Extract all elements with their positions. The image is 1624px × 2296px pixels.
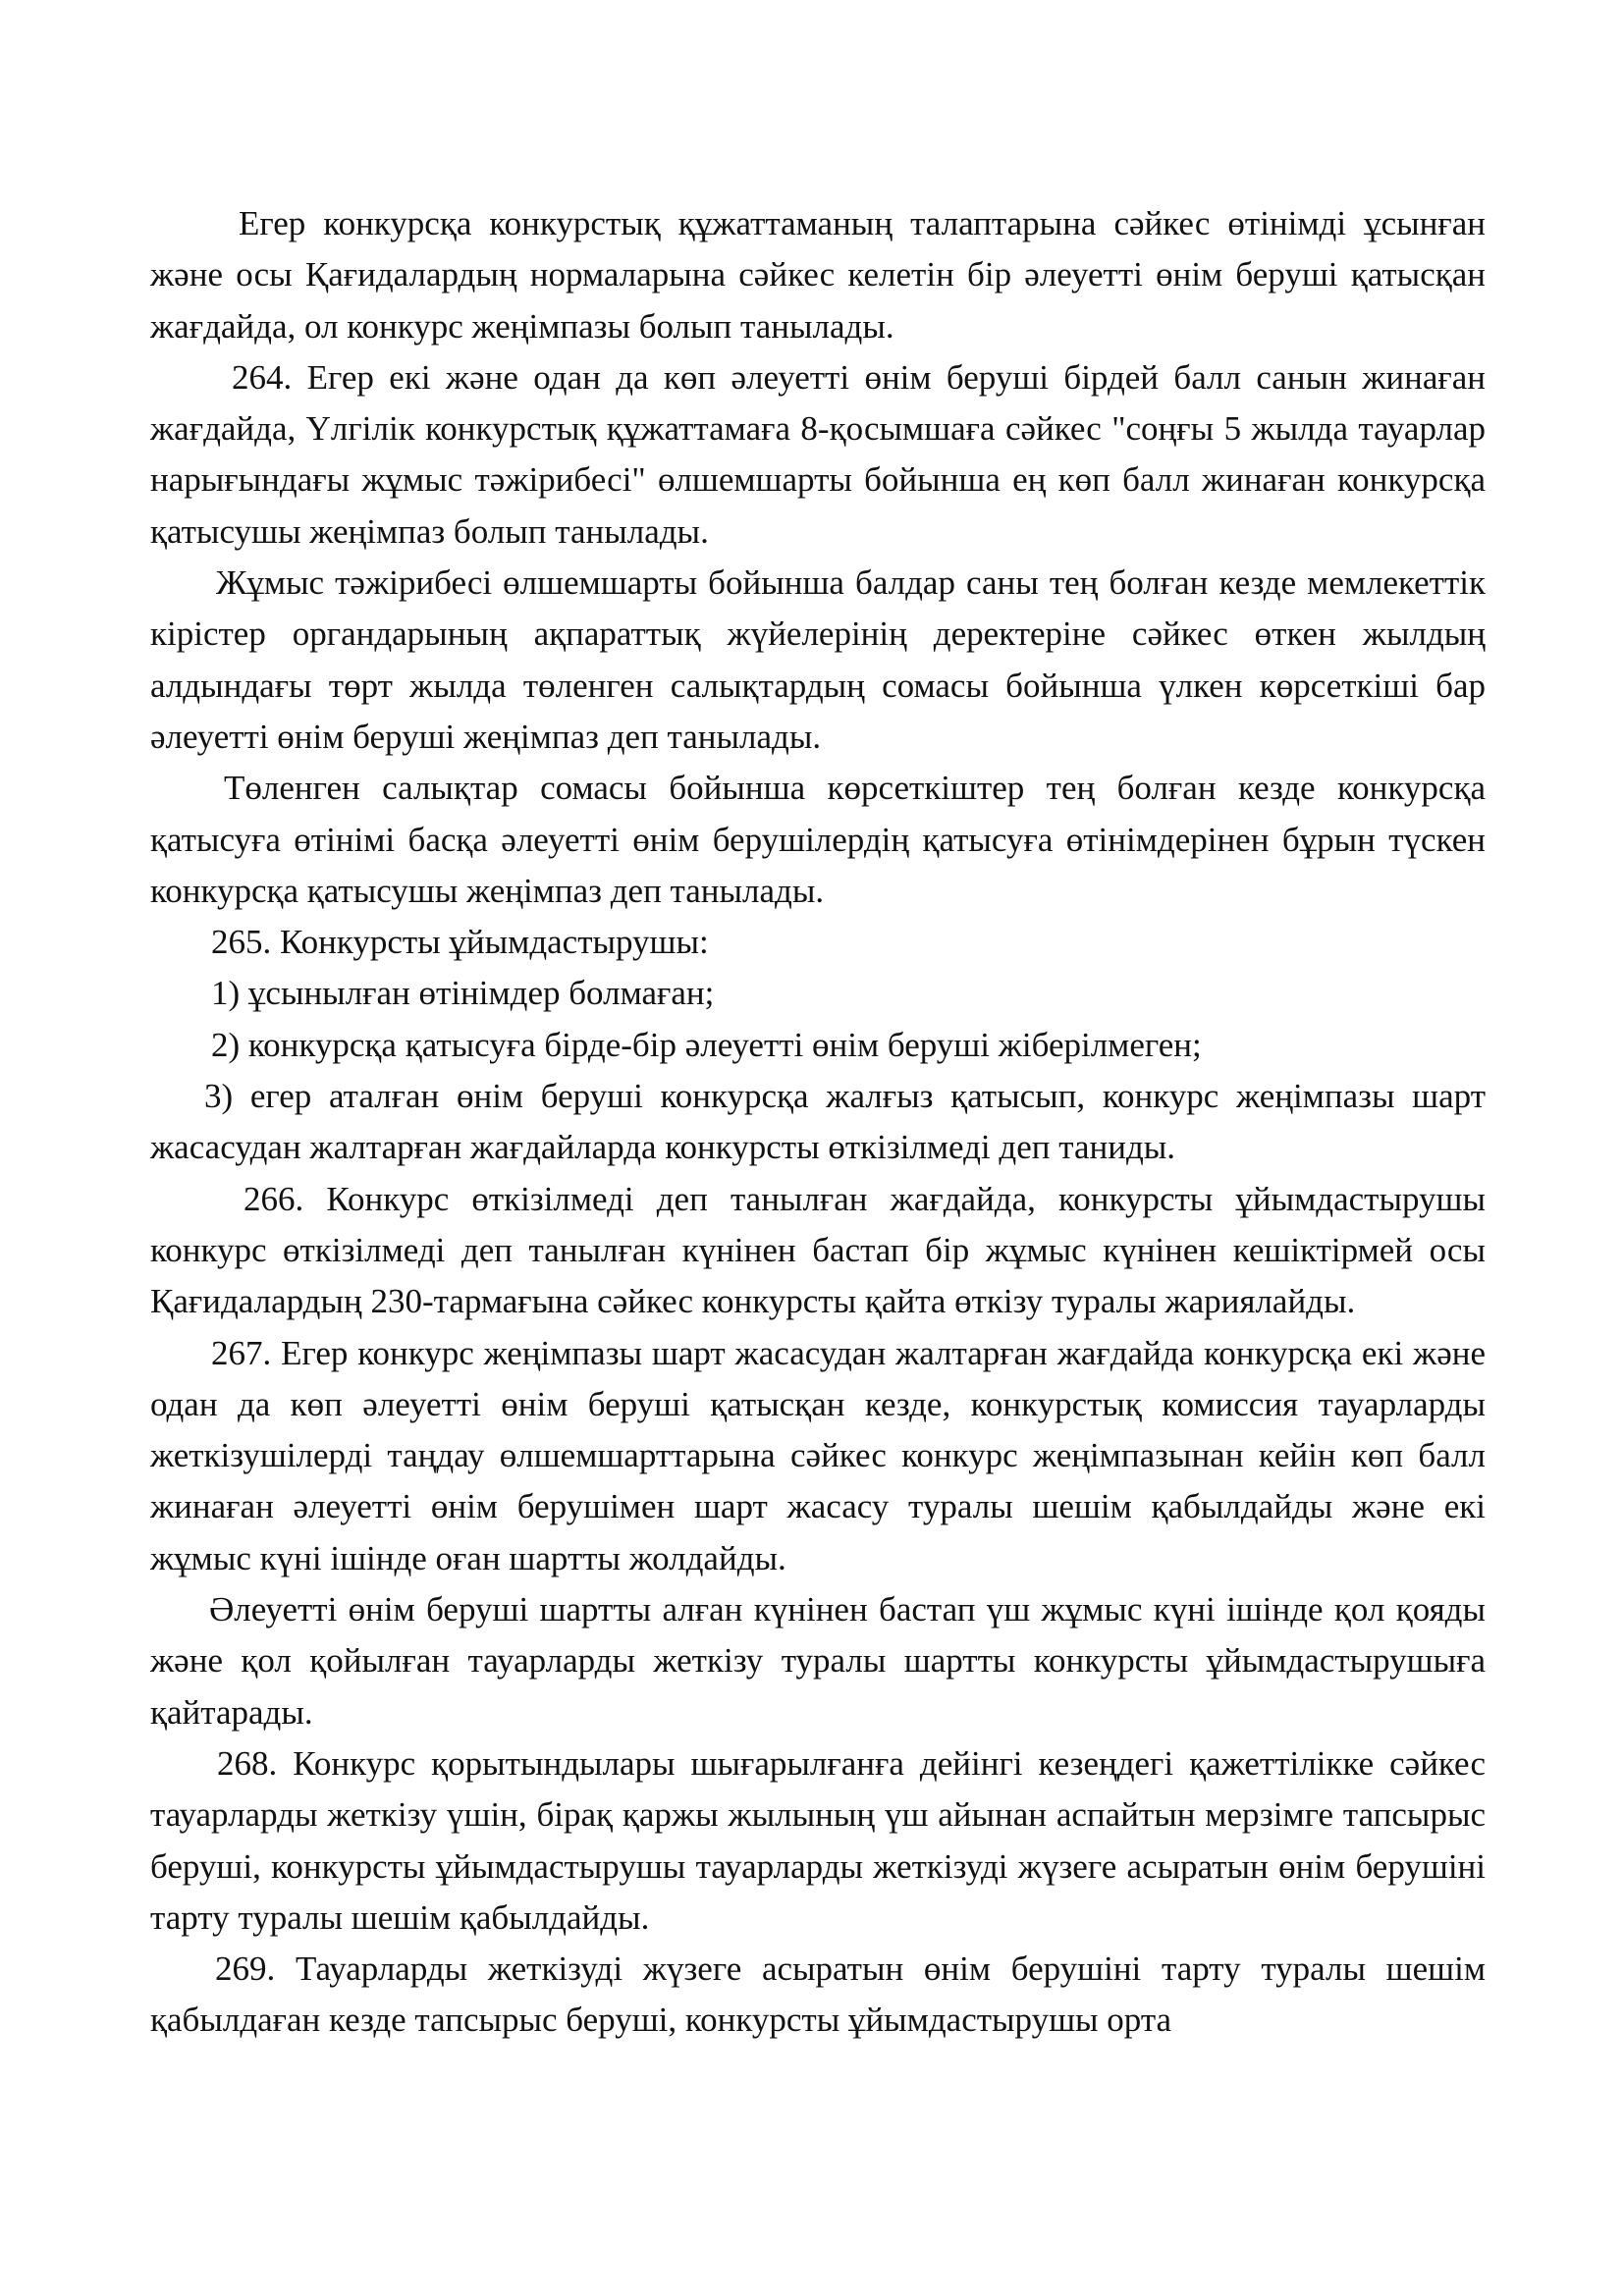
paragraph-268: 268. Конкурс қорытындылары шығарылғанға дейінгі кезеңдегі қажеттілікке сәйкес тауарларды жеткізу үшін, бірақ қаржы жылының үш айынан аспайтын мерзімге тапсырыс беруші, конкурсты ұйымдастырушы тауарларды жеткізуді жүзеге асыратын өнім берушіні тарту туралы шешім қабылдайды. [150,1743,1486,1937]
paragraph-taxes-tie: Төленген салықтар сомасы бойынша көрсеткіштер тең болған кезде конкурсқа қатысуға өтінімі басқа әлеуетті өнім берушілердің қатысуға өтінімдерінен бұрын түскен конкурсқа қатысушы жеңімпаз деп танылады. [150,769,1486,910]
list-item-265-3: 3) егер аталған өнім беруші конкурсқа жалғыз қатысып, конкурс жеңімпазы шарт жасасудан жалтарған жағдайларда конкурсты өткізілмеді деп таниды. [150,1077,1486,1167]
paragraph-267: 267. Егер конкурс жеңімпазы шарт жасасудан жалтарған жағдайда конкурсқа екі және одан да көп әлеуетті өнім беруші қатысқан кезде, конкурстық комиссия тауарларды жеткізушілерді таңдау өлшемшарттарына сәйкес конкурс жеңімпазынан кейін көп балл жинаған әлеуетті өнім берушімен шарт жасасу туралы шешім қабылдайды және екі жұмыс күні ішінде оған шартты жолдайды. [150,1333,1486,1577]
paragraph-contract-return: Әлеуетті өнім беруші шартты алған күнінен бастап үш жұмыс күні ішінде қол қояды және қол қойылған тауарларды жеткізу туралы шартты конкурсты ұйымдастырушыға қайтарады. [150,1590,1486,1732]
list-item-265-2: 2) конкурсқа қатысуға бірде-бір әлеуетті өнім беруші жіберілмеген; [211,1025,1202,1064]
document-body [150,198,1486,2047]
paragraph-single-participant-winner: Егер конкурсқа конкурстық құжаттаманың талаптарына сәйкес өтінімді ұсынған және осы Қағидалардың нормаларына сәйкес келетін бір әлеуетті өнім беруші қатысқан жағдайда, ол конкурс жеңімпазы болып танылады. [150,204,1486,346]
paragraph-265: 265. Конкурсты ұйымдастырушы: [211,923,709,962]
paragraph-269: 269. Тауарларды жеткізуді жүзеге асыратын өнім берушіні тарту туралы шешім қабылдаған кезде тапсырыс беруші, конкурсты ұйымдастырушы орта [150,1949,1486,2040]
list-item-265-1: 1) ұсынылған өтінімдер болмаған; [211,974,715,1013]
paragraph-266: 266. Конкурс өткізілмеді деп танылған жағдайда, конкурсты ұйымдастырушы конкурс өткізілмеді деп танылған күнінен бастап бір жұмыс күнінен кешіктірмей осы Қағидалардың 230-тармағына сәйкес конкурсты қайта өткізу туралы жариялайды. [150,1179,1486,1321]
paragraph-264: 264. Егер екі және одан да көп әлеуетті өнім беруші бірдей балл санын жинаған жағдайда, Үлгілік конкурстық құжаттамаға 8-қосымшаға сәйкес "соңғы 5 жылда тауарлар нарығындағы жұмыс тәжірибесі" өлшемшарты бойынша ең көп балл жинаған конкурсқа қатысушы жеңімпаз болып танылады. [150,357,1486,551]
paragraph-experience-tie: Жұмыс тәжірибесі өлшемшарты бойынша балдар саны тең болған кезде мемлекеттік кірістер органдарының ақпараттық жүйелерінің деректеріне сәйкес өткен жылдың алдындағы төрт жылда төленген салықтардың сомасы бойынша үлкен көрсеткіші бар әлеуетті өнім беруші жеңімпаз деп танылады. [150,563,1486,756]
